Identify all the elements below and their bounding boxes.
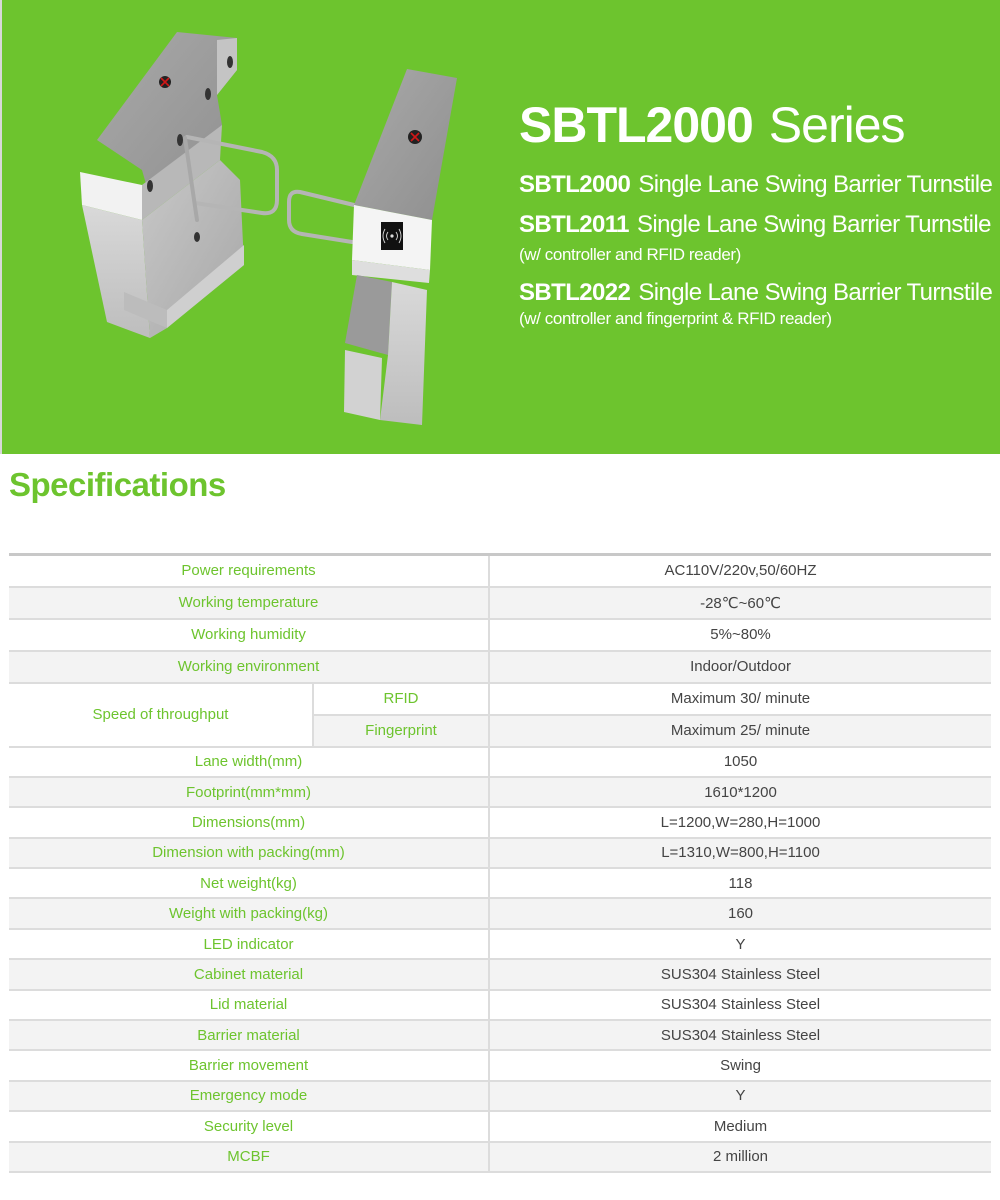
table-row xyxy=(9,1020,991,1050)
spec-label: Speed of throughput xyxy=(9,683,313,747)
model-sbtl2000 xyxy=(519,170,992,200)
spec-value: Y xyxy=(489,929,991,959)
spec-value: 118 xyxy=(489,868,991,898)
spec-value: -28℃~60℃ xyxy=(489,587,991,619)
spec-value: Swing xyxy=(489,1050,991,1080)
model-sbtl2022 xyxy=(519,278,992,308)
spec-label: Dimension with packing(mm) xyxy=(9,838,489,868)
spec-value: SUS304 Stainless Steel xyxy=(489,1020,991,1050)
left-cabinet xyxy=(80,32,244,338)
spec-value: 1050 xyxy=(489,747,991,777)
table-row xyxy=(9,959,991,989)
spec-value: Indoor/Outdoor xyxy=(489,651,991,683)
spec-label: Footprint(mm*mm) xyxy=(9,777,489,807)
series-title xyxy=(519,96,992,154)
spec-label: MCBF xyxy=(9,1142,489,1172)
spec-value: Maximum 30/ minute xyxy=(489,683,991,715)
spec-label: LED indicator xyxy=(9,929,489,959)
table-row xyxy=(9,838,991,868)
spec-label: Lid material xyxy=(9,990,489,1020)
spec-label: Cabinet material xyxy=(9,959,489,989)
model-description: Single Lane Swing Barrier Turnstile xyxy=(637,211,991,238)
spec-label: Power requirements xyxy=(9,555,489,587)
spec-label: Emergency mode xyxy=(9,1081,489,1111)
spec-label: Barrier material xyxy=(9,1020,489,1050)
table-row xyxy=(9,1081,991,1111)
spec-label: Barrier movement xyxy=(9,1050,489,1080)
table-row xyxy=(9,1050,991,1080)
spec-value: 5%~80% xyxy=(489,619,991,651)
right-cabinet xyxy=(344,69,457,425)
specifications-heading: Specifications xyxy=(9,466,226,503)
spec-value: AC110V/220v,50/60HZ xyxy=(489,555,991,587)
spec-label: Weight with packing(kg) xyxy=(9,898,489,928)
spec-value: L=1200,W=280,H=1000 xyxy=(489,807,991,837)
spec-value: Maximum 25/ minute xyxy=(489,715,991,747)
table-row xyxy=(9,619,991,651)
spec-value: L=1310,W=800,H=1100 xyxy=(489,838,991,868)
model-note: (w/ controller and fingerprint & RFID reader) xyxy=(519,309,832,328)
table-row xyxy=(9,683,991,715)
model-description: Single Lane Swing Barrier Turnstile xyxy=(638,171,993,198)
table-row xyxy=(9,990,991,1020)
spec-value: 160 xyxy=(489,898,991,928)
spec-sublabel: Fingerprint xyxy=(313,715,489,747)
table-row xyxy=(9,555,991,587)
model-description: Single Lane Swing Barrier Turnstile xyxy=(638,279,993,306)
spec-label: Working temperature xyxy=(9,587,489,619)
turnstile-product-image xyxy=(62,20,482,440)
spec-label: Lane width(mm) xyxy=(9,747,489,777)
table-row xyxy=(9,898,991,928)
spec-sublabel: RFID xyxy=(313,683,489,715)
table-row xyxy=(9,929,991,959)
spec-value: Y xyxy=(489,1081,991,1111)
hero-banner xyxy=(0,0,1000,454)
table-row xyxy=(9,1142,991,1172)
spec-label: Working environment xyxy=(9,651,489,683)
table-row xyxy=(9,587,991,619)
model-note: (w/ controller and RFID reader) xyxy=(519,245,741,264)
spec-value: Medium xyxy=(489,1111,991,1141)
table-row xyxy=(9,868,991,898)
spec-value: 1610*1200 xyxy=(489,777,991,807)
model-sbtl2011 xyxy=(519,210,992,240)
table-row xyxy=(9,651,991,683)
table-row xyxy=(9,807,991,837)
spec-label: Working humidity xyxy=(9,619,489,651)
table-row xyxy=(9,747,991,777)
model-code: SBTL2022 xyxy=(519,279,631,306)
banner-text xyxy=(519,96,992,330)
series-title-word: Series xyxy=(768,97,905,153)
spec-label: Dimensions(mm) xyxy=(9,807,489,837)
spec-value: SUS304 Stainless Steel xyxy=(489,959,991,989)
spec-label: Security level xyxy=(9,1111,489,1141)
table-row xyxy=(9,777,991,807)
model-code: SBTL2000 xyxy=(519,171,631,198)
spec-value: SUS304 Stainless Steel xyxy=(489,990,991,1020)
spec-value: 2 million xyxy=(489,1142,991,1172)
spec-label: Net weight(kg) xyxy=(9,868,489,898)
specifications-table xyxy=(9,553,991,1173)
table-row xyxy=(9,1111,991,1141)
series-title-code: SBTL2000 xyxy=(519,97,753,153)
model-code: SBTL2011 xyxy=(519,211,629,238)
